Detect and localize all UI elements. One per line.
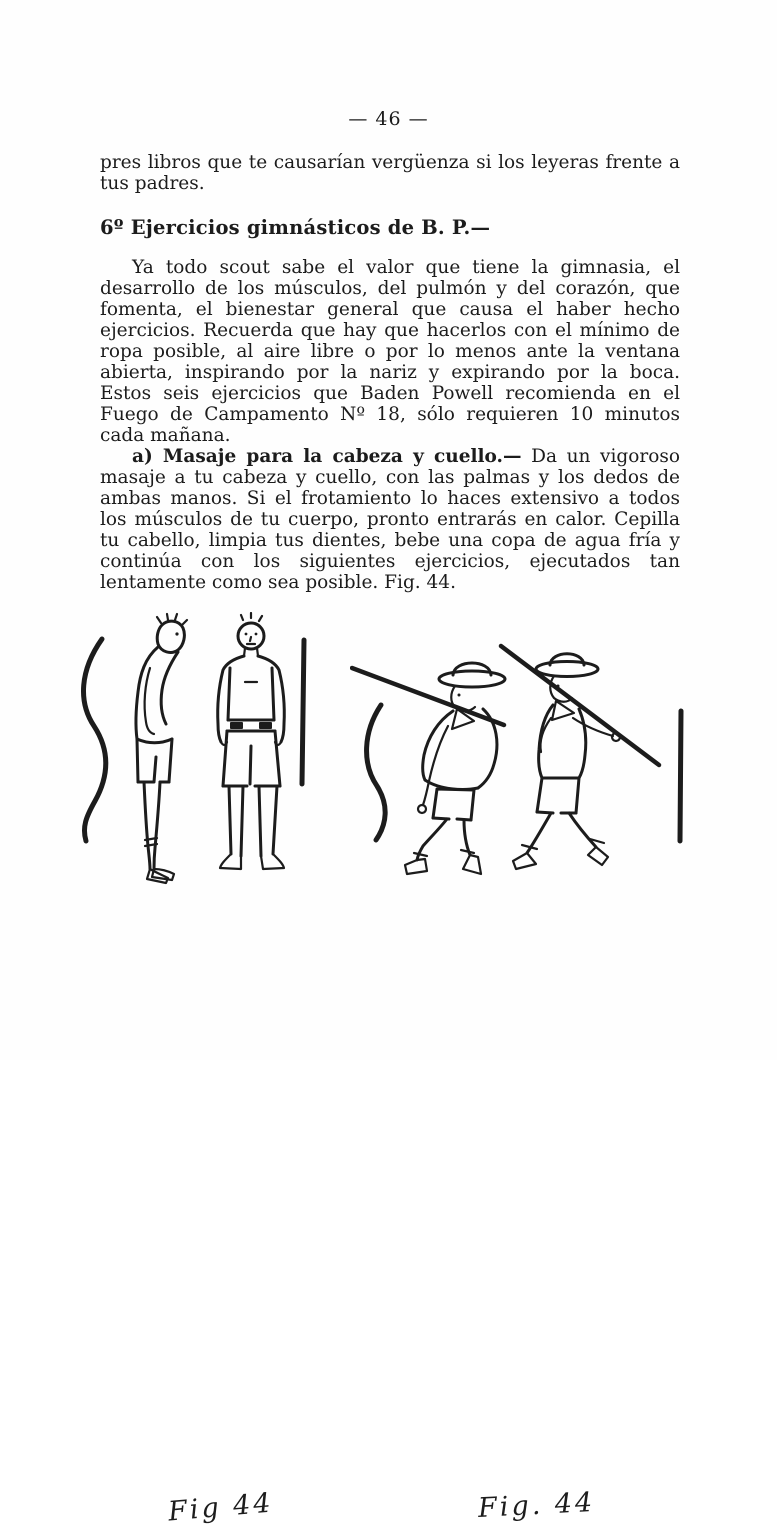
exercise-a-body: Da un vigoroso masaje a tu cabeza y cuello, con las palmas y los dedos de ambas manos. Si el frotamiento lo haces extensivo a todos los músculos de tu cuerpo, pronto entrarás en calor. Cepilla tu cabello, limpia tus dientes, bebe una copa de agua fría y continúa con los siguientes ejercicios, ejecutados tan lentamente como sea posible. Fig. 44. <box>100 446 680 593</box>
exercise-a-paragraph <box>100 446 680 593</box>
posture-comparison-illustration <box>65 612 385 952</box>
text-column <box>100 152 680 593</box>
section-heading: 6º Ejercicios gimnásticos de B. P.— <box>100 216 491 239</box>
scout-slouched-drawing <box>352 663 505 874</box>
vertical-line-icon <box>680 711 681 841</box>
intro-paragraph: pres libros que te causarían vergüenza si los leyeras frente a tus padres. <box>100 152 680 194</box>
wavy-line-icon <box>84 639 106 841</box>
vertical-line-icon <box>302 640 304 784</box>
hiking-scouts-illustration <box>350 612 710 952</box>
upright-boy-drawing <box>218 613 285 869</box>
figure-caption-left: Fig 44 <box>166 1487 275 1528</box>
gymnastics-paragraph: Ya todo scout sabe el valor que tiene la gimnasia, el desarrollo de los músculos, del pulmón y del corazón, que fomenta, el bienestar general que causa el haber hecho ejercicios. Recuerda que hay que hacerlos con el mínimo de ropa posible, al aire libre o por lo menos ante la ventana abierta, inspirando por la nariz y expirando por la boca. Estos seis ejercicios que Baden Powell recomienda en el Fuego de Campamento Nº 18, sólo requieren 10 minutos cada mañana. <box>100 257 680 446</box>
figures-section <box>0 610 777 1528</box>
slouched-boy-drawing <box>136 614 187 883</box>
exercise-a-lead: a) Masaje para la cabeza y cuello.— <box>132 446 522 467</box>
scout-upright-drawing <box>501 646 659 869</box>
figure-caption-right: Fig. 44 <box>477 1486 596 1525</box>
wavy-line-icon <box>367 705 386 840</box>
page-number: — 46 — <box>348 108 429 130</box>
